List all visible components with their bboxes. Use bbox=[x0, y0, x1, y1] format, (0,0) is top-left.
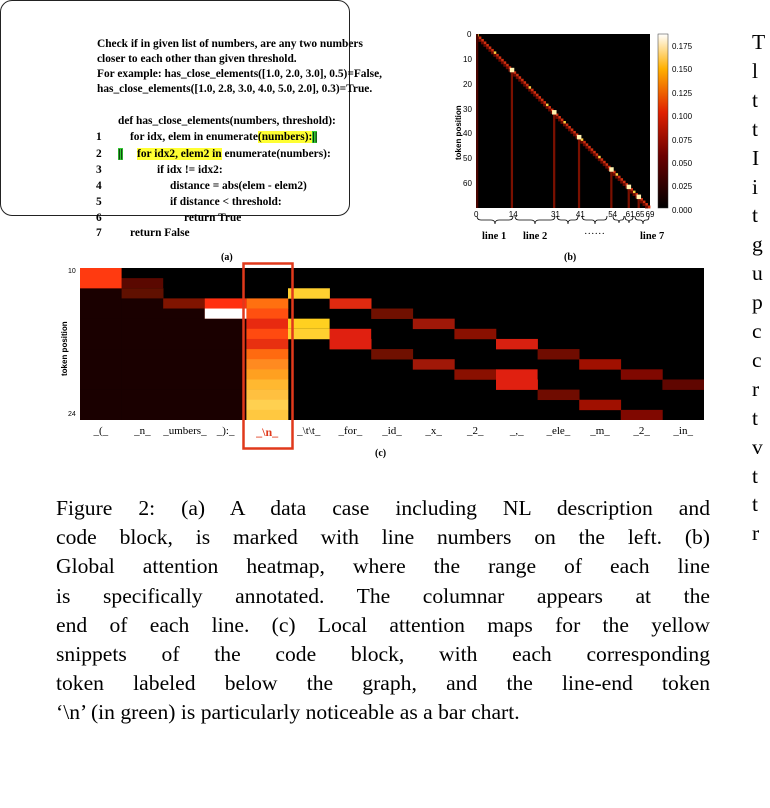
near-diagonal-cell bbox=[496, 56, 499, 59]
yellow-highlight: for idx2, elem2 in bbox=[137, 148, 222, 160]
code-line-5: if distance < threshold: bbox=[170, 196, 282, 208]
attention-cell bbox=[122, 278, 164, 288]
near-diagonal-cell bbox=[568, 128, 571, 131]
colorbar-tick: 0.075 bbox=[672, 135, 693, 145]
diagonal-cell bbox=[558, 116, 561, 119]
near-diagonal-cell bbox=[618, 178, 621, 181]
right-column-fragment: T bbox=[752, 30, 766, 54]
token-label: _2_ bbox=[633, 425, 650, 437]
right-column-fragment: i bbox=[752, 174, 758, 199]
attention-cell bbox=[122, 288, 164, 298]
attention-cell bbox=[205, 309, 247, 319]
attention-cell bbox=[122, 359, 164, 369]
diagonal-cell bbox=[548, 106, 551, 109]
diagonal-cell bbox=[648, 206, 651, 209]
panel-b-ytick: 10 bbox=[463, 54, 472, 64]
attention-cell bbox=[163, 298, 205, 308]
panel-b-ytick: 20 bbox=[463, 79, 472, 89]
line-number: 3 bbox=[96, 164, 102, 176]
description-line: has_close_elements([1.0, 2.8, 3.0, 4.0, 5.0, 2.0], 0.3)=True. bbox=[97, 83, 373, 95]
near-diagonal-cell bbox=[516, 76, 519, 79]
attention-cell bbox=[80, 339, 122, 349]
near-diagonal-cell bbox=[563, 123, 566, 126]
near-diagonal-cell bbox=[645, 206, 648, 209]
attention-cell bbox=[122, 369, 164, 379]
highlight-rectangle bbox=[244, 264, 293, 449]
green-highlight: || bbox=[118, 148, 124, 160]
near-diagonal-cell bbox=[598, 158, 601, 161]
attention-cell bbox=[163, 410, 205, 420]
diagonal-cell bbox=[501, 59, 504, 62]
panel-b-ytick: 30 bbox=[463, 104, 472, 114]
token-label: _id_ bbox=[382, 425, 402, 437]
attention-cell bbox=[205, 339, 247, 349]
right-column-fragment: u bbox=[752, 261, 763, 286]
code-def-line: def has_close_elements(numbers, threshold): bbox=[118, 115, 336, 127]
peak-cell bbox=[510, 68, 514, 72]
right-column-fragment: c bbox=[752, 319, 762, 343]
near-diagonal-cell bbox=[538, 99, 541, 102]
diagonal-cell bbox=[491, 49, 494, 52]
near-diagonal-cell bbox=[573, 133, 576, 136]
line-number: 4 bbox=[96, 180, 102, 192]
panel-b-ytick: 40 bbox=[463, 129, 472, 139]
near-diagonal-cell bbox=[593, 153, 596, 156]
attention-cell bbox=[80, 379, 122, 389]
diagonal-cell bbox=[486, 44, 489, 47]
diagonal-cell bbox=[633, 191, 636, 194]
near-diagonal-cell bbox=[506, 66, 509, 69]
diagonal-cell bbox=[563, 121, 566, 124]
diagonal-cell bbox=[506, 64, 509, 67]
near-diagonal-cell bbox=[590, 151, 593, 154]
right-column-fragment: p bbox=[752, 290, 763, 315]
near-diagonal-cell bbox=[548, 109, 551, 112]
attention-cell bbox=[288, 329, 330, 339]
attention-cell bbox=[80, 288, 122, 298]
caption-line: end of each line. (c) Local attention maps for the yellow bbox=[56, 612, 710, 637]
diagonal-cell bbox=[483, 41, 486, 44]
attention-cell bbox=[205, 329, 247, 339]
diagonal-cell bbox=[620, 178, 623, 181]
panel-b-xtick: 61 bbox=[625, 210, 635, 219]
near-diagonal-cell bbox=[531, 91, 534, 94]
line-end-column bbox=[610, 168, 612, 208]
right-column-fragment: v bbox=[752, 434, 763, 459]
token-label: _for_ bbox=[338, 425, 363, 437]
near-diagonal-cell bbox=[583, 143, 586, 146]
attention-cell bbox=[122, 319, 164, 329]
token-label: _,_ bbox=[509, 425, 524, 437]
code-line-6: return True bbox=[184, 212, 242, 224]
diagonal-cell bbox=[518, 76, 521, 79]
diagonal-cell bbox=[478, 36, 481, 39]
description-line: For example: has_close_elements([1.0, 2.0, 3.0], 0.5)=False, bbox=[97, 68, 382, 80]
diagonal-cell bbox=[561, 119, 564, 122]
attention-cell bbox=[163, 349, 205, 359]
diagonal-cell bbox=[538, 96, 541, 99]
line-annotation: line 2 bbox=[523, 231, 548, 242]
diagonal-cell bbox=[643, 201, 646, 204]
attention-cell bbox=[205, 359, 247, 369]
attention-cell bbox=[122, 410, 164, 420]
diagonal-cell bbox=[600, 158, 603, 161]
line-range-braces bbox=[477, 216, 649, 224]
colorbar-tick: 0.025 bbox=[672, 182, 693, 192]
near-diagonal-cell bbox=[585, 146, 588, 149]
token-label: _n_ bbox=[134, 425, 151, 437]
near-diagonal-cell bbox=[633, 193, 636, 196]
near-diagonal-cell bbox=[640, 201, 643, 204]
line-annotation: line 7 bbox=[640, 231, 665, 242]
panel-c-ytick: 10 bbox=[68, 268, 76, 275]
near-diagonal-cell bbox=[498, 59, 501, 62]
attention-cell bbox=[80, 410, 122, 420]
line-number: 1 bbox=[96, 131, 102, 143]
caption-line: is specifically annotated. The columnar appears at the bbox=[56, 583, 710, 608]
attention-cell bbox=[122, 298, 164, 308]
near-diagonal-cell bbox=[501, 61, 504, 64]
attention-cell bbox=[122, 390, 164, 400]
peak-cell bbox=[627, 185, 631, 189]
token-label: _x_ bbox=[425, 425, 442, 437]
panel-c-label: (c) bbox=[375, 448, 387, 459]
panel-b-xtick: 54 bbox=[608, 210, 618, 219]
near-diagonal-cell bbox=[595, 156, 598, 159]
panel-b-xtick: 65 bbox=[635, 210, 645, 219]
near-diagonal-cell bbox=[533, 94, 536, 97]
attention-cell bbox=[163, 400, 205, 410]
near-diagonal-cell bbox=[570, 131, 573, 134]
line-number: 2 bbox=[96, 148, 102, 160]
near-diagonal-cell bbox=[613, 173, 616, 176]
diagonal-cell bbox=[595, 153, 598, 156]
near-diagonal-cell bbox=[630, 191, 633, 194]
attention-cell bbox=[538, 390, 580, 400]
attention-cell bbox=[621, 369, 663, 379]
attention-cell bbox=[163, 329, 205, 339]
right-column-fragment: l bbox=[752, 58, 758, 83]
near-diagonal-cell bbox=[526, 86, 529, 89]
right-column-fragment: I bbox=[752, 145, 760, 170]
diagonal-cell bbox=[496, 54, 499, 57]
attention-cell bbox=[538, 349, 580, 359]
first-token-column bbox=[476, 34, 478, 208]
diagonal-cell bbox=[623, 181, 626, 184]
panel-b-xtick: 41 bbox=[575, 210, 585, 219]
diagonal-cell bbox=[533, 91, 536, 94]
code-line-3: if idx != idx2: bbox=[157, 164, 223, 176]
colorbar-tick: 0.050 bbox=[672, 159, 693, 168]
attention-cell bbox=[454, 329, 496, 339]
right-column-fragment: t bbox=[752, 116, 758, 141]
panel-c-ylabel: token position bbox=[60, 321, 69, 376]
attention-cell bbox=[163, 390, 205, 400]
near-diagonal-cell bbox=[481, 41, 484, 44]
attention-cell bbox=[205, 410, 247, 420]
code-line-7: return False bbox=[130, 227, 190, 239]
attention-cell bbox=[205, 369, 247, 379]
near-diagonal-cell bbox=[536, 96, 539, 99]
peak-cell bbox=[637, 195, 641, 199]
diagonal-cell bbox=[488, 46, 491, 49]
near-diagonal-cell bbox=[546, 106, 549, 109]
right-column-fragment: t bbox=[752, 87, 758, 112]
panel-c-ytick: 24 bbox=[68, 411, 76, 418]
near-diagonal-cell bbox=[483, 44, 486, 47]
near-diagonal-cell bbox=[561, 121, 564, 124]
near-diagonal-cell bbox=[623, 183, 626, 186]
line-number: 5 bbox=[96, 196, 102, 208]
description-line: closer to each other than given threshold. bbox=[97, 53, 297, 65]
attention-cell bbox=[163, 359, 205, 369]
attention-cell bbox=[163, 339, 205, 349]
attention-cell bbox=[122, 379, 164, 389]
token-label: _2_ bbox=[466, 425, 484, 437]
attention-cell bbox=[80, 349, 122, 359]
diagonal-cell bbox=[531, 89, 534, 92]
diagonal-cell bbox=[603, 161, 606, 164]
diagonal-cell bbox=[570, 128, 573, 131]
diagonal-cell bbox=[536, 94, 539, 97]
diagonal-cell bbox=[526, 84, 529, 87]
attention-cell bbox=[163, 319, 205, 329]
near-diagonal-cell bbox=[643, 203, 646, 206]
right-column-fragment: t bbox=[752, 463, 758, 488]
attention-cell bbox=[205, 390, 247, 400]
near-diagonal-cell bbox=[528, 89, 531, 92]
attention-cell bbox=[371, 349, 413, 359]
token-label: _\t\t_ bbox=[297, 425, 321, 437]
right-column-fragment: t bbox=[752, 405, 758, 430]
token-label: _in_ bbox=[673, 425, 693, 437]
attention-cell bbox=[205, 319, 247, 329]
right-column-fragment: g bbox=[752, 232, 763, 257]
highlight-box bbox=[242, 262, 294, 450]
line-annotation: line 1 bbox=[482, 231, 507, 242]
panel-b-xtick: 0 bbox=[474, 210, 479, 219]
right-column-fragment: t bbox=[752, 203, 758, 228]
attention-cell bbox=[80, 390, 122, 400]
attention-cell bbox=[288, 288, 330, 298]
diagonal-cell bbox=[615, 173, 618, 176]
colorbar-tick: 0.000 bbox=[672, 205, 693, 215]
near-diagonal-cell bbox=[565, 126, 568, 129]
diagonal-cell bbox=[503, 61, 506, 64]
token-label: _):_ bbox=[216, 425, 235, 437]
attention-cell bbox=[80, 309, 122, 319]
caption-line: Global attention heatmap, where the range of each line bbox=[56, 554, 710, 579]
line-end-column bbox=[511, 69, 513, 208]
caption-line: code block, is marked with line numbers on the left. (b) bbox=[56, 525, 710, 550]
token-label: _(_ bbox=[93, 425, 109, 437]
attention-cell bbox=[205, 349, 247, 359]
attention-cell bbox=[163, 379, 205, 389]
panel-b-xtick: 69 bbox=[645, 210, 655, 219]
peak-cell bbox=[552, 110, 556, 114]
attention-cell bbox=[579, 400, 621, 410]
panel-b-ytick: 0 bbox=[467, 30, 472, 39]
attention-cell bbox=[80, 319, 122, 329]
attention-cell bbox=[621, 410, 663, 420]
diagonal-cell bbox=[583, 141, 586, 144]
yellow-highlight: (numbers): bbox=[257, 131, 313, 143]
diagonal-cell bbox=[481, 39, 484, 42]
attention-cell bbox=[80, 298, 122, 308]
near-diagonal-cell bbox=[605, 166, 608, 169]
near-diagonal-cell bbox=[521, 81, 524, 84]
attention-cell bbox=[163, 309, 205, 319]
token-label: _umbers_ bbox=[163, 425, 207, 437]
caption-line: Figure 2: (a) A data case including NL description and bbox=[56, 496, 710, 520]
description-line: Check if in given list of numbers, are any two numbers bbox=[97, 38, 363, 50]
attention-cell bbox=[80, 369, 122, 379]
panel-b-ylabel: token position bbox=[454, 105, 463, 160]
code-line-4: distance = abs(elem - elem2) bbox=[170, 180, 307, 192]
near-diagonal-cell bbox=[543, 104, 546, 107]
diagonal-cell bbox=[498, 56, 501, 59]
diagonal-cell bbox=[568, 126, 571, 129]
attention-cell bbox=[413, 319, 455, 329]
diagonal-cell bbox=[585, 143, 588, 146]
diagonal-cell bbox=[573, 131, 576, 134]
panel-b-ytick: 50 bbox=[463, 154, 472, 164]
colorbar-tick: 0.175 bbox=[672, 42, 693, 51]
diagonal-cell bbox=[605, 163, 608, 166]
near-diagonal-cell bbox=[620, 181, 623, 184]
diagonal-cell bbox=[523, 81, 526, 84]
attention-cell bbox=[330, 329, 372, 349]
local-attention-map bbox=[80, 268, 704, 420]
colorbar bbox=[658, 34, 668, 208]
token-label: _\n_ bbox=[256, 425, 279, 439]
near-diagonal-cell bbox=[491, 51, 494, 54]
attention-cell bbox=[205, 379, 247, 389]
code-line-2 bbox=[118, 147, 331, 161]
attention-cell bbox=[163, 369, 205, 379]
line-end-column bbox=[578, 136, 580, 208]
line-annotation: ······ bbox=[584, 229, 605, 240]
near-diagonal-cell bbox=[518, 79, 521, 82]
attention-cell bbox=[205, 298, 247, 308]
near-diagonal-cell bbox=[488, 49, 491, 52]
right-column-fragment: c bbox=[752, 347, 762, 372]
diagonal-cell bbox=[546, 104, 549, 107]
near-diagonal-cell bbox=[513, 74, 516, 77]
panel-a-label: (a) bbox=[221, 252, 233, 263]
diagonal-cell bbox=[598, 156, 601, 159]
diagonal-cell bbox=[543, 101, 546, 104]
near-diagonal-cell bbox=[580, 141, 583, 144]
line-number: 6 bbox=[96, 212, 102, 224]
attention-cell bbox=[496, 369, 538, 389]
colorbar-tick: 0.125 bbox=[672, 88, 693, 98]
panel-b-xtick: 14 bbox=[508, 210, 518, 219]
near-diagonal-cell bbox=[600, 161, 603, 164]
diagonal-cell bbox=[565, 123, 568, 126]
peak-cell bbox=[609, 167, 613, 171]
caption-line: ‘\n’ (in green) is particularly noticeable as a bar chart. bbox=[56, 700, 520, 725]
attention-cell bbox=[579, 359, 621, 369]
attention-cell bbox=[288, 319, 330, 329]
near-diagonal-cell bbox=[588, 148, 591, 151]
code-text: for idx, elem in enumerate bbox=[130, 131, 258, 143]
attention-cell bbox=[371, 309, 413, 319]
code-line-1 bbox=[130, 130, 317, 144]
panel-b-label: (b) bbox=[564, 252, 577, 263]
peak-cell bbox=[577, 135, 581, 139]
figure-caption bbox=[56, 494, 710, 728]
line-end-column bbox=[553, 111, 555, 208]
attention-cell bbox=[413, 359, 455, 369]
attention-cell bbox=[80, 359, 122, 369]
code-text: enumerate(numbers): bbox=[221, 148, 331, 160]
diagonal-cell bbox=[528, 86, 531, 89]
attention-cell bbox=[122, 339, 164, 349]
panel-b-ytick: 60 bbox=[463, 179, 472, 189]
diagonal-cell bbox=[618, 176, 621, 179]
diagonal-cell bbox=[593, 151, 596, 154]
diagonal-cell bbox=[541, 99, 544, 102]
right-column-fragment: r bbox=[752, 376, 760, 401]
panel-b-xtick: 31 bbox=[551, 210, 560, 219]
diagonal-cell bbox=[493, 51, 496, 54]
attention-cell bbox=[122, 329, 164, 339]
attention-cell bbox=[80, 268, 122, 288]
attention-cell bbox=[454, 369, 496, 379]
near-diagonal-cell bbox=[486, 46, 489, 49]
attention-cell bbox=[80, 329, 122, 339]
near-diagonal-cell bbox=[615, 176, 618, 179]
right-column-fragment: r bbox=[752, 521, 760, 546]
attention-cell bbox=[662, 379, 704, 389]
colorbar-tick: 0.150 bbox=[672, 65, 693, 75]
caption-line: snippets of the code block, with each corresponding bbox=[56, 642, 710, 667]
attention-cell bbox=[80, 400, 122, 410]
attention-cell bbox=[122, 400, 164, 410]
near-diagonal-cell bbox=[523, 84, 526, 87]
diagonal-cell bbox=[590, 148, 593, 151]
right-column-fragment: t bbox=[752, 492, 758, 517]
diagonal-cell bbox=[645, 203, 648, 206]
diagonal-cell bbox=[516, 74, 519, 77]
line-number: 7 bbox=[96, 227, 102, 239]
caption-line: token labeled below the graph, and the line-end token bbox=[56, 671, 710, 696]
near-diagonal-cell bbox=[503, 64, 506, 67]
near-diagonal-cell bbox=[556, 116, 559, 119]
near-diagonal-cell bbox=[541, 101, 544, 104]
token-label: _ele_ bbox=[546, 425, 571, 437]
near-diagonal-cell bbox=[478, 39, 481, 42]
attention-cell bbox=[496, 339, 538, 349]
diagonal-cell bbox=[521, 79, 524, 82]
colorbar-tick: 0.100 bbox=[672, 112, 693, 122]
near-diagonal-cell bbox=[493, 54, 496, 57]
diagonal-cell bbox=[588, 146, 591, 149]
token-label: _m_ bbox=[590, 425, 610, 437]
near-diagonal-cell bbox=[603, 163, 606, 166]
attention-cell bbox=[122, 349, 164, 359]
attention-cell bbox=[205, 400, 247, 410]
attention-cell bbox=[330, 298, 372, 308]
attention-cell bbox=[122, 309, 164, 319]
near-diagonal-cell bbox=[558, 119, 561, 122]
green-highlight: || bbox=[312, 131, 318, 143]
